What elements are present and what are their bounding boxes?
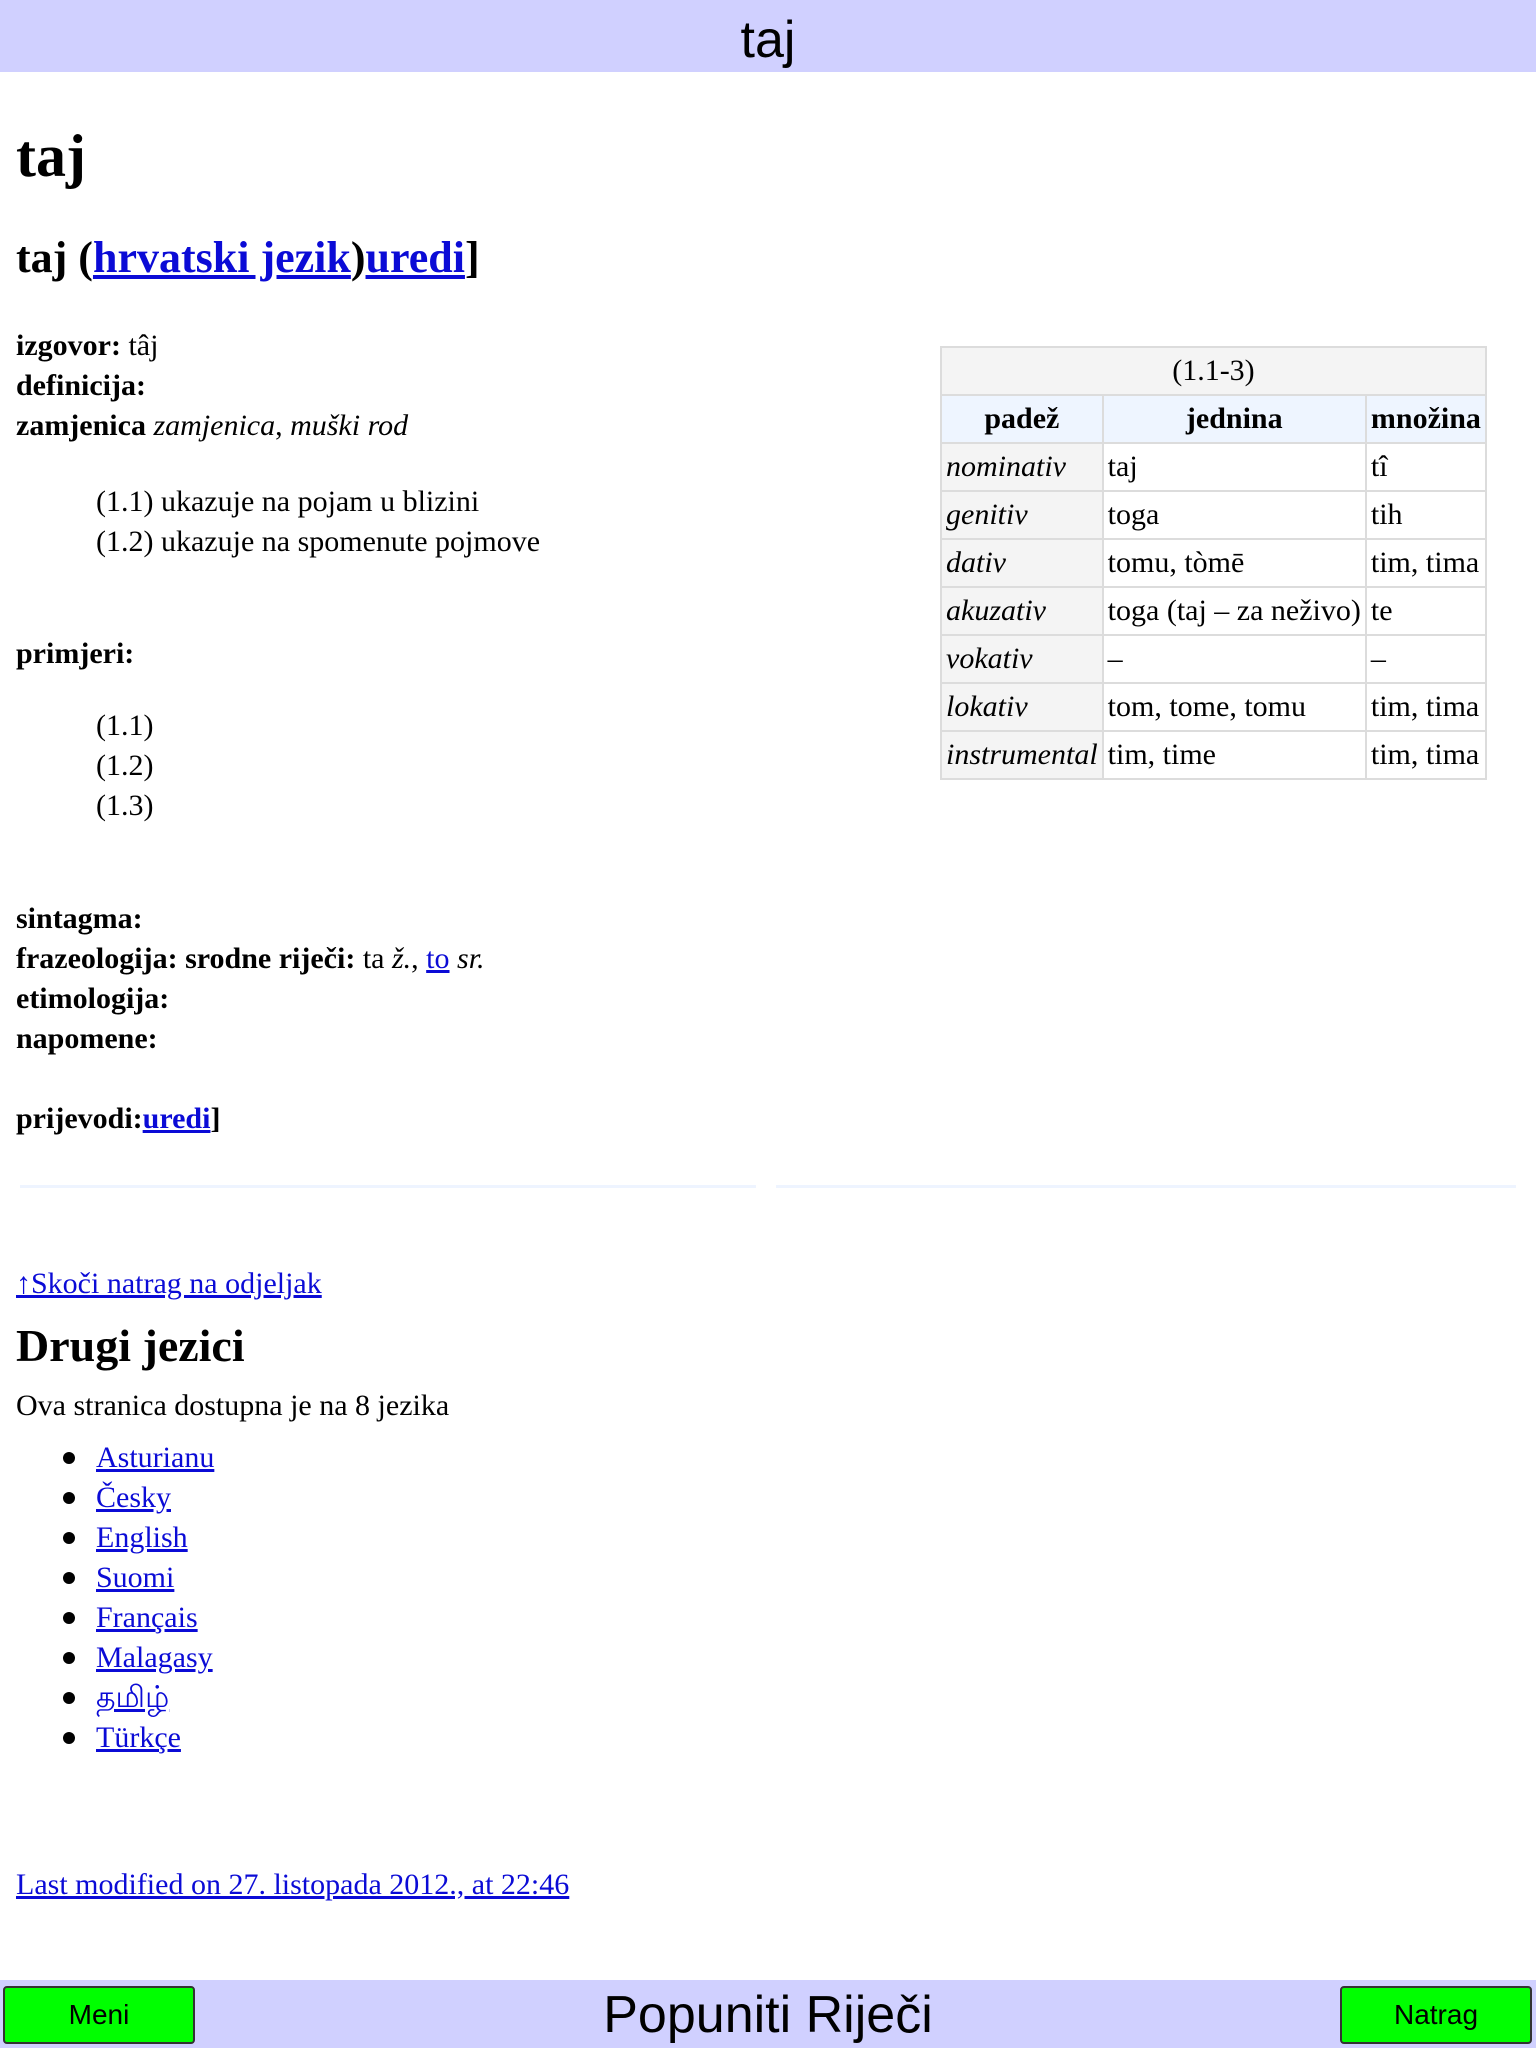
divider	[20, 1185, 756, 1188]
pronunciation-value: tâj	[128, 329, 159, 362]
language-link[interactable]: English	[96, 1521, 188, 1554]
last-modified-line	[16, 1865, 569, 1905]
definition-item: (1.2) ukazuje na spomenute pojmove	[96, 525, 541, 558]
language-link[interactable]: Türkçe	[96, 1721, 181, 1754]
table-row: instrumental tim, time tim, tima	[941, 731, 1486, 779]
example-item: (1.3)	[96, 789, 154, 822]
related-words-label: srodne riječi:	[185, 942, 356, 975]
menu-button[interactable]: Meni	[3, 1986, 195, 2044]
phraseology-label: frazeologija:	[16, 942, 178, 975]
bullet	[63, 1572, 75, 1584]
app-title-bar	[0, 0, 1536, 72]
example-item: (1.2)	[96, 749, 154, 782]
edit-translations-link[interactable]: uredi	[142, 1102, 211, 1135]
list-item	[16, 1718, 214, 1758]
part-of-speech: zamjenica zamjenica, muški rod	[16, 409, 409, 442]
edit-section-link[interactable]: uredi	[365, 233, 465, 282]
language-link[interactable]: Asturianu	[96, 1441, 215, 1474]
page-title: taj	[16, 123, 86, 189]
column-header: padež	[941, 395, 1103, 443]
table-caption: (1.1-3)	[941, 347, 1486, 395]
list-item	[16, 1638, 214, 1678]
table-row: nominativ taj tî	[941, 443, 1486, 491]
table-row: lokativ tom, tome, tomu tim, tima	[941, 683, 1486, 731]
bullet	[63, 1692, 75, 1704]
other-languages-heading: Drugi jezici	[16, 1320, 245, 1371]
last-modified-link[interactable]: Last modified on 27. listopada 2012., at 22:46	[16, 1868, 570, 1901]
heading-bracket: ]	[464, 233, 480, 282]
language-link[interactable]: Suomi	[96, 1561, 175, 1594]
jump-back-link[interactable]: ↑Skoči natrag na odjeljak	[16, 1267, 322, 1300]
language-link[interactable]: Česky	[96, 1481, 171, 1514]
definition-item: (1.1) ukazuje na pojam u blizini	[96, 485, 480, 518]
examples-label: primjeri:	[16, 637, 135, 670]
table-row: dativ tomu, tòmē tim, tima	[941, 539, 1486, 587]
syntagm-label: sintagma:	[16, 902, 143, 935]
divider	[776, 1185, 1516, 1188]
bullet	[63, 1532, 75, 1544]
pos-detail: zamjenica	[153, 409, 276, 442]
list-item	[16, 1678, 214, 1718]
other-languages-intro: Ova stranica dostupna je na 8 jezika	[16, 1389, 450, 1422]
heading-close-paren: )	[350, 233, 366, 282]
column-header: jednina	[1103, 395, 1366, 443]
translations-line: prijevodi:uredi]	[16, 1102, 221, 1135]
list-item	[16, 1478, 214, 1518]
bullet	[63, 1492, 75, 1504]
list-item	[16, 1518, 214, 1558]
phraseology-line: frazeologija: srodne riječi: ta ž., to sr.	[16, 942, 485, 975]
back-button[interactable]: Natrag	[1340, 1986, 1532, 2044]
heading-word: taj (	[16, 233, 93, 282]
pos-label: zamjenica	[16, 409, 146, 442]
declension-table	[940, 346, 1487, 780]
pos-gender: muški rod	[290, 409, 409, 442]
list-item	[16, 1558, 214, 1598]
language-link[interactable]: Français	[96, 1601, 198, 1634]
bottom-title: Popuniti Riječi	[603, 1986, 933, 2044]
etymology-label: etimologija:	[16, 982, 170, 1015]
language-link[interactable]: தமிழ்	[96, 1681, 170, 1714]
related-word-link[interactable]: to	[426, 942, 450, 975]
pronunciation-line	[16, 326, 158, 366]
list-item	[16, 1598, 214, 1638]
bullet	[63, 1612, 75, 1624]
column-header: množina	[1366, 395, 1486, 443]
jump-back-line	[16, 1264, 322, 1304]
section-heading	[16, 232, 480, 285]
notes-label: napomene:	[16, 1022, 158, 1055]
definition-label: definicija:	[16, 369, 146, 402]
translations-label: prijevodi:	[16, 1102, 143, 1135]
language-link[interactable]: hrvatski jezik	[92, 233, 351, 282]
table-row: vokativ – –	[941, 635, 1486, 683]
pronunciation-label: izgovor:	[16, 329, 121, 362]
table-row: genitiv toga tih	[941, 491, 1486, 539]
language-link[interactable]: Malagasy	[96, 1641, 213, 1674]
bullet	[63, 1652, 75, 1664]
list-item	[16, 1438, 214, 1478]
related-word: ta	[362, 942, 385, 975]
language-list	[16, 1438, 214, 1758]
bullet	[63, 1732, 75, 1744]
example-item: (1.1)	[96, 709, 154, 742]
app-title: taj	[740, 11, 796, 69]
table-row: akuzativ toga (taj – za neživo) te	[941, 587, 1486, 635]
bullet	[63, 1452, 75, 1464]
bottom-bar	[0, 1980, 1536, 2048]
